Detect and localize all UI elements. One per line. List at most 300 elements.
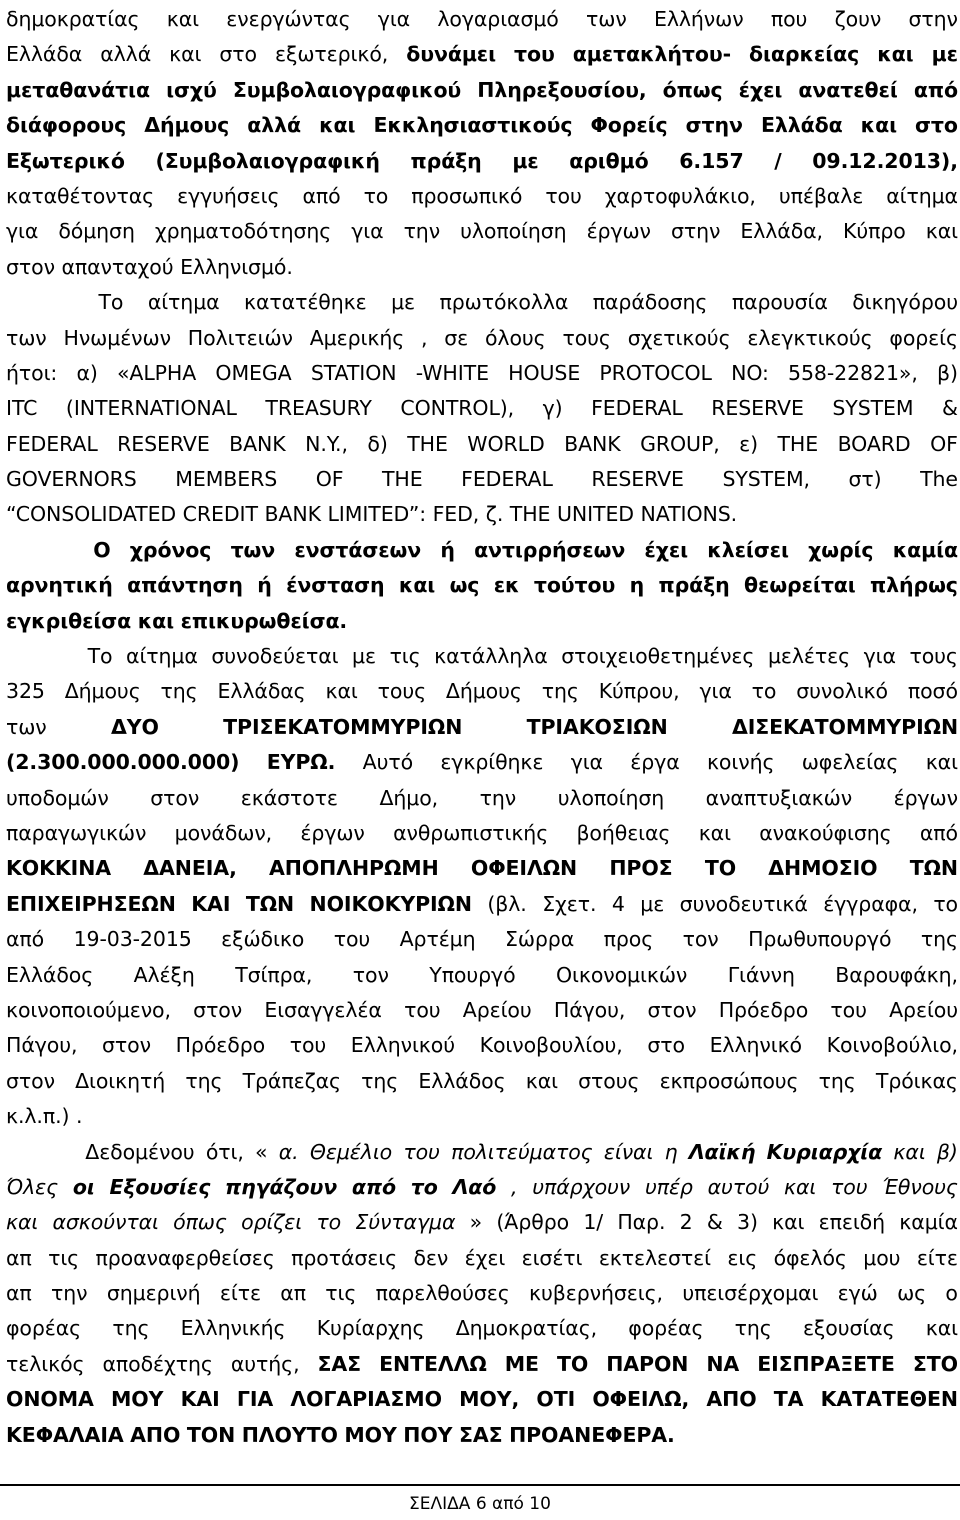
word: απ bbox=[280, 1281, 306, 1306]
word: Κύπρου, bbox=[598, 679, 680, 704]
word: αποδέχτης bbox=[102, 1351, 213, 1376]
word: Παρ. bbox=[617, 1210, 666, 1235]
word: γ) bbox=[542, 396, 563, 421]
word: Πρόεδρο bbox=[718, 997, 809, 1022]
indent bbox=[6, 285, 74, 320]
word: CONTROL), bbox=[400, 396, 515, 421]
word: συνολικό bbox=[796, 679, 888, 704]
word: Πρόεδρο bbox=[175, 1033, 266, 1058]
word: απανταχού bbox=[61, 254, 174, 279]
word: Λαϊκή bbox=[688, 1139, 756, 1164]
word: το bbox=[933, 891, 958, 916]
word: αυτού bbox=[707, 1174, 770, 1199]
text-line bbox=[6, 1347, 958, 1382]
word: για bbox=[377, 7, 411, 31]
word: μεταθανάτια bbox=[6, 77, 150, 102]
word: MEMBERS bbox=[175, 467, 278, 492]
word: της bbox=[541, 679, 579, 704]
word: 2 bbox=[679, 1210, 693, 1235]
word: (INTERNATIONAL bbox=[65, 396, 237, 421]
word: ποσό bbox=[907, 679, 958, 704]
word: τον bbox=[682, 927, 719, 952]
word: » bbox=[469, 1210, 483, 1235]
word: η bbox=[664, 1139, 678, 1164]
word: και bbox=[398, 573, 436, 598]
word: ΤΟΝ bbox=[186, 1422, 236, 1447]
word: ΔΗΜΟΣΙΟ bbox=[768, 856, 878, 881]
word: των bbox=[586, 7, 627, 31]
word: του bbox=[830, 997, 867, 1022]
word: διαρκείας bbox=[749, 42, 860, 67]
word: Πολιτειών bbox=[187, 325, 293, 350]
word: την bbox=[51, 1281, 88, 1306]
word: με bbox=[352, 644, 376, 669]
word: ΓΙΑ bbox=[236, 1387, 274, 1412]
word: 325 bbox=[6, 679, 45, 704]
word: ΤΩΝ bbox=[909, 856, 958, 881]
text-line bbox=[6, 781, 958, 816]
word: ζουν bbox=[834, 7, 882, 31]
word: με bbox=[640, 891, 665, 916]
word: Λαό bbox=[452, 1174, 497, 1199]
word: NO: bbox=[731, 360, 769, 385]
word: και bbox=[698, 820, 731, 845]
word: υπάρχουν bbox=[532, 1174, 631, 1199]
word: ωφελείας bbox=[801, 750, 899, 775]
word: RESERVE bbox=[117, 431, 210, 456]
word: BANK bbox=[229, 431, 286, 456]
word: χαρτοφυλάκιο, bbox=[604, 183, 756, 208]
page-number-footer: ΣΕΛΙΔΑ 6 από 10 bbox=[409, 1494, 551, 1514]
word: BANK bbox=[264, 502, 321, 527]
word: «ALPHA bbox=[116, 360, 197, 385]
word: τις bbox=[325, 1281, 357, 1306]
word: ΕΥΡΩ. bbox=[266, 750, 336, 775]
word: Ελλήνων bbox=[653, 7, 744, 31]
word: SYSTEM, bbox=[722, 467, 810, 492]
text-line bbox=[6, 887, 958, 922]
word: στον bbox=[647, 997, 697, 1022]
text-line bbox=[6, 1170, 958, 1205]
word: Ελληνικό bbox=[709, 1033, 802, 1058]
word: OF bbox=[930, 431, 958, 456]
word: για bbox=[863, 644, 896, 669]
word: Γιάννη bbox=[727, 962, 795, 987]
word: Έθνους bbox=[882, 1174, 958, 1199]
word: που bbox=[770, 7, 808, 31]
word: δόμηση bbox=[58, 219, 135, 244]
word: εξουσίας bbox=[802, 1316, 895, 1341]
text-line bbox=[6, 1099, 958, 1134]
word: ανθρωπιστικής bbox=[393, 820, 549, 845]
word: ΣΤΟ bbox=[912, 1351, 958, 1376]
word: The bbox=[920, 467, 958, 492]
word: ΣΑΣ bbox=[458, 1422, 503, 1447]
word: ΜΟΥ bbox=[110, 1387, 164, 1412]
word: έργων bbox=[586, 219, 651, 244]
word: ΚΑΤΑΤΕΘΕΝ bbox=[820, 1387, 958, 1412]
word: έχει bbox=[738, 77, 783, 102]
word: Θεμέλιο bbox=[309, 1139, 393, 1164]
word: από bbox=[913, 77, 958, 102]
text-line bbox=[6, 568, 958, 603]
word: από bbox=[919, 820, 958, 845]
word: έργων bbox=[893, 785, 958, 810]
word: -WHITE bbox=[415, 360, 489, 385]
word: αίτημα bbox=[126, 644, 198, 669]
word: από bbox=[351, 1174, 396, 1199]
word: σχετικούς bbox=[627, 325, 731, 350]
word: και bbox=[860, 113, 897, 138]
word: χρηματοδότησης bbox=[154, 219, 332, 244]
word: ΠΑΡΟΝ bbox=[606, 1351, 689, 1376]
word: Φορείς bbox=[590, 113, 668, 138]
text-line bbox=[6, 745, 958, 780]
text-line bbox=[6, 710, 958, 745]
word: ΛΟΓΑΡΙΑΣΜΟ bbox=[290, 1387, 442, 1412]
word: με bbox=[391, 290, 416, 315]
word: Δεδομένου bbox=[85, 1139, 195, 1164]
text-line bbox=[6, 1382, 958, 1417]
word: LIMITED”: bbox=[327, 502, 427, 527]
word: στον bbox=[6, 1068, 55, 1093]
word: παραγωγικών bbox=[6, 820, 147, 845]
word: εισέτι bbox=[521, 1245, 583, 1270]
word: φορέας bbox=[628, 1316, 704, 1341]
word: για bbox=[570, 750, 603, 775]
word: Εξουσίες bbox=[109, 1174, 211, 1199]
word: έργα bbox=[630, 750, 680, 775]
text-line bbox=[6, 214, 958, 249]
word: Συμβολαιογραφικού bbox=[232, 77, 462, 102]
word: στον bbox=[6, 254, 55, 279]
word: , bbox=[511, 1174, 518, 1199]
word: απ bbox=[6, 1281, 32, 1306]
word: , bbox=[421, 325, 428, 350]
word: πράξη bbox=[658, 573, 730, 598]
word: 6.157 bbox=[679, 148, 744, 173]
word: ΤΡΙΑΚΟΣΙΩΝ bbox=[526, 714, 668, 739]
word: αντιρρήσεων bbox=[474, 537, 626, 562]
word: από bbox=[302, 183, 341, 208]
word: ΚΕΦΑΛΑΙΑ bbox=[6, 1422, 124, 1447]
word: εγκριθείσα bbox=[6, 608, 132, 633]
word: κατατέθηκε bbox=[244, 290, 367, 315]
word: εγγυήσεις bbox=[177, 183, 280, 208]
word: ανατεθεί bbox=[798, 77, 898, 102]
word: και bbox=[925, 219, 958, 244]
word: GOVERNORS bbox=[6, 467, 137, 492]
word: Σώρρα bbox=[504, 927, 575, 952]
word: φορείς bbox=[889, 325, 958, 350]
word: ΑΠΟ bbox=[130, 1422, 181, 1447]
word: προαναφερθείσες bbox=[95, 1245, 275, 1270]
text-line bbox=[6, 1311, 958, 1346]
word: του bbox=[403, 1139, 440, 1164]
word: του bbox=[831, 1174, 868, 1199]
word: ΕΠΙΧΕΙΡΗΣΕΩΝ bbox=[6, 891, 176, 916]
word: κατάλληλα bbox=[434, 644, 548, 669]
word: Σύνταγμα bbox=[355, 1210, 456, 1235]
word: ΔΙΣΕΚΑΤΟΜΜΥΡΙΩΝ bbox=[731, 714, 958, 739]
word: της bbox=[818, 1068, 856, 1093]
word: FEDERAL bbox=[6, 431, 98, 456]
word: ασκούνται bbox=[52, 1210, 159, 1235]
word: κυβερνήσεις, bbox=[529, 1281, 663, 1306]
word: υποδομών bbox=[6, 785, 109, 810]
word: εγκρίθηκε bbox=[440, 750, 544, 775]
word: 3) bbox=[737, 1210, 758, 1235]
word: ΟΤΙ bbox=[536, 1387, 576, 1412]
word: PROTOCOL bbox=[599, 360, 712, 385]
word: ως bbox=[449, 573, 480, 598]
word: η bbox=[629, 573, 645, 598]
word: Ηνωμένων bbox=[63, 325, 171, 350]
word: Δημοκρατίας, bbox=[455, 1316, 598, 1341]
word: αρνητική bbox=[6, 573, 113, 598]
word: το bbox=[316, 1210, 342, 1235]
word: του bbox=[289, 1033, 327, 1058]
word: Δήμους bbox=[64, 679, 141, 704]
word: 558-22821», bbox=[788, 360, 918, 385]
word: μου bbox=[863, 1245, 901, 1270]
word: HOUSE bbox=[508, 360, 581, 385]
word: Πληρεξουσίου, bbox=[477, 77, 647, 102]
word: με bbox=[512, 148, 539, 173]
word: (2.300.000.000.000) bbox=[6, 750, 240, 775]
word: ΜΟΥ bbox=[344, 1422, 397, 1447]
word: τελικός bbox=[6, 1351, 85, 1376]
word: Ελλάδας bbox=[217, 679, 306, 704]
word: και bbox=[325, 679, 358, 704]
word: λογαριασμό bbox=[437, 7, 559, 31]
word: κ.λ.π.) bbox=[6, 1104, 70, 1129]
word: έγγραφα, bbox=[823, 891, 918, 916]
word: ΠΡΟΑΝΕΦΕΡΑ. bbox=[509, 1422, 675, 1447]
word: και bbox=[525, 1068, 558, 1093]
text-line bbox=[6, 108, 958, 143]
word: Κοινοβούλιο, bbox=[826, 1033, 958, 1058]
word: ένσταση bbox=[286, 573, 385, 598]
word: ΠΟΥ bbox=[403, 1422, 453, 1447]
word: ελεγκτικούς bbox=[747, 325, 873, 350]
word: της bbox=[920, 927, 958, 952]
word: στην bbox=[685, 113, 743, 138]
word: καμία bbox=[899, 1210, 958, 1235]
word: και bbox=[319, 113, 356, 138]
word: α) bbox=[76, 360, 98, 385]
text-line bbox=[6, 497, 958, 532]
word: Ελλάδα bbox=[6, 42, 83, 67]
text-line bbox=[6, 922, 958, 957]
word: Αυτό bbox=[362, 750, 414, 775]
word: απάντηση bbox=[127, 573, 243, 598]
word: το bbox=[410, 1174, 438, 1199]
word: ΟΦΕΙΛΩ, bbox=[592, 1387, 690, 1412]
word: / bbox=[774, 148, 782, 173]
word: β) bbox=[936, 360, 958, 385]
word: εις bbox=[727, 1245, 758, 1270]
word: πλήρως bbox=[870, 573, 958, 598]
word: πηγάζουν bbox=[225, 1174, 338, 1199]
word: στον bbox=[193, 997, 243, 1022]
word: ΠΡΟΣ bbox=[609, 856, 673, 881]
word: προς bbox=[603, 927, 654, 952]
word: της bbox=[185, 1068, 223, 1093]
word: και bbox=[772, 1210, 805, 1235]
word: αίτημα bbox=[886, 183, 958, 208]
word: τον bbox=[352, 962, 389, 987]
word: κοινοποιούμενο, bbox=[6, 997, 171, 1022]
word: της bbox=[112, 1316, 150, 1341]
word: RESERVE bbox=[591, 467, 684, 492]
word: υπέρ bbox=[644, 1174, 693, 1199]
word: CREDIT bbox=[182, 502, 258, 527]
word: είτε bbox=[916, 1245, 958, 1270]
word: ΤΡΙΣΕΚΑΤΟΜΜΥΡΙΩΝ bbox=[223, 714, 463, 739]
text-line bbox=[6, 144, 958, 179]
word: ισχύ bbox=[166, 77, 217, 102]
word: RESERVE bbox=[711, 396, 804, 421]
word: δ) bbox=[367, 431, 388, 456]
word: τους bbox=[562, 325, 611, 350]
text-line bbox=[6, 1241, 958, 1276]
word: ΕΝΤΕΛΛΩ bbox=[379, 1351, 487, 1376]
word: Ελλάδος bbox=[418, 1068, 506, 1093]
text-line bbox=[6, 533, 958, 568]
word: THE bbox=[407, 431, 448, 456]
word: (Άρθρο bbox=[496, 1210, 570, 1235]
word: αίτημα bbox=[147, 290, 220, 315]
word: Δήμους bbox=[144, 113, 230, 138]
word: ΔΑΝΕΙΑ, bbox=[143, 856, 237, 881]
word: στην bbox=[908, 7, 958, 31]
word: εγώ bbox=[837, 1281, 878, 1306]
word: 19-03-2015 bbox=[73, 927, 192, 952]
text-line bbox=[6, 851, 958, 886]
word: παρουσία bbox=[731, 290, 828, 315]
word: το bbox=[751, 679, 777, 704]
word: OMEGA bbox=[215, 360, 292, 385]
word: Εξωτερικό bbox=[6, 148, 125, 173]
word: Ο bbox=[93, 537, 111, 562]
word: ΤΟ bbox=[556, 1351, 589, 1376]
word: ΝΑ bbox=[706, 1351, 740, 1376]
word: και bbox=[925, 1316, 958, 1341]
text-line bbox=[6, 285, 958, 320]
word: και bbox=[893, 1139, 926, 1164]
word: ΤΑ bbox=[773, 1387, 804, 1412]
indent bbox=[6, 1135, 74, 1170]
word: κλείσει bbox=[707, 537, 789, 562]
word: και bbox=[137, 608, 175, 633]
word: ζ. bbox=[485, 502, 504, 527]
word: προσωπικό bbox=[411, 183, 523, 208]
word: σημερινή bbox=[106, 1281, 201, 1306]
word: επειδή bbox=[818, 1210, 886, 1235]
word: τούτου bbox=[533, 573, 616, 598]
word: Ελλάδα bbox=[760, 113, 843, 138]
word: BANK bbox=[564, 431, 621, 456]
word: πολιτεύματος bbox=[451, 1139, 593, 1164]
word: ή bbox=[257, 573, 272, 598]
word: Ελλάδα, bbox=[740, 219, 823, 244]
word: είτε bbox=[219, 1281, 261, 1306]
text-line bbox=[6, 639, 958, 674]
word: για bbox=[699, 679, 732, 704]
word: Κοινοβουλίου, bbox=[479, 1033, 623, 1058]
word: την bbox=[403, 219, 441, 244]
word: και bbox=[169, 42, 202, 67]
word: της bbox=[734, 1316, 772, 1341]
word: ο bbox=[945, 1281, 958, 1306]
word: αμετακλήτου- bbox=[572, 42, 731, 67]
word: THE bbox=[509, 502, 551, 527]
word: αυτής, bbox=[230, 1351, 300, 1376]
indent bbox=[6, 639, 74, 674]
word: ITC bbox=[6, 396, 38, 421]
word: & bbox=[942, 396, 958, 421]
word: όφελός bbox=[773, 1245, 847, 1270]
word: αλλά bbox=[100, 42, 152, 67]
word: Ελληνικού bbox=[350, 1033, 455, 1058]
word: για bbox=[351, 219, 384, 244]
text-line bbox=[6, 674, 958, 709]
word: όλους bbox=[484, 325, 546, 350]
word: FEDERAL bbox=[591, 396, 683, 421]
word: χρόνος bbox=[129, 537, 212, 562]
word: Το bbox=[98, 290, 124, 315]
word: ΝΟΙΚΟΚΥΡΙΩΝ bbox=[309, 891, 472, 916]
text-line bbox=[6, 462, 958, 497]
word: Τσίπρα, bbox=[235, 962, 313, 987]
word: για bbox=[6, 219, 39, 244]
word: . bbox=[75, 1104, 83, 1129]
word: ΟΦΕΙΛΩΝ bbox=[470, 856, 578, 881]
word: προτάσεις bbox=[291, 1245, 398, 1270]
word: ΟΝΟΜΑ bbox=[6, 1387, 94, 1412]
word: ΚΑΙ bbox=[180, 1387, 220, 1412]
word: μελέτες bbox=[767, 644, 851, 669]
word: του bbox=[333, 927, 371, 952]
word: Εκκλησιαστικούς bbox=[373, 113, 573, 138]
text-line bbox=[6, 1205, 958, 1240]
word: το bbox=[363, 183, 389, 208]
word: Αρείου bbox=[462, 997, 532, 1022]
word: φορέας bbox=[6, 1316, 82, 1341]
word: και bbox=[877, 42, 914, 67]
indent bbox=[6, 533, 74, 568]
text-line bbox=[6, 1028, 958, 1063]
word: ΤΟ bbox=[704, 856, 737, 881]
word: θεωρείται bbox=[744, 573, 856, 598]
word: στον bbox=[150, 785, 200, 810]
word: αλλά bbox=[247, 113, 302, 138]
word: Πρωθυπουργό bbox=[748, 927, 892, 952]
text-line bbox=[6, 179, 958, 214]
word: Πάγου, bbox=[553, 997, 626, 1022]
word: Εισαγγελέα bbox=[264, 997, 382, 1022]
word: και bbox=[925, 750, 958, 775]
word: ανακούφισης bbox=[759, 820, 892, 845]
text-line bbox=[6, 321, 958, 356]
word: από bbox=[6, 927, 45, 952]
word: Οικονομικών bbox=[555, 962, 688, 987]
word: Όλες bbox=[6, 1174, 59, 1199]
word: καμία bbox=[892, 537, 958, 562]
word: στο bbox=[647, 1033, 685, 1058]
word: Δήμο, bbox=[379, 785, 439, 810]
